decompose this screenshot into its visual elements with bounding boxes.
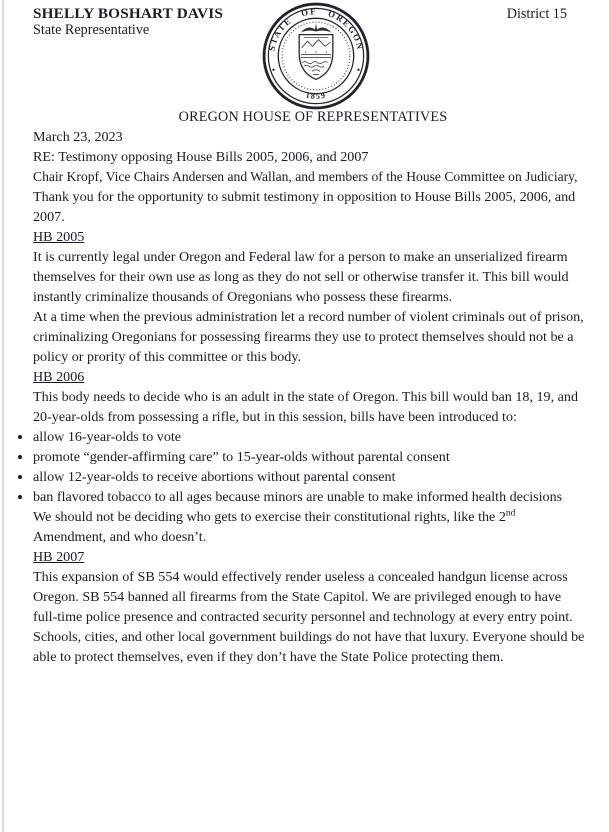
bullet-list: [33, 427, 585, 507]
letterhead: [33, 5, 585, 107]
representative-title: State Representative: [33, 22, 150, 38]
intro-paragraph: Thank you for the opportunity to submit testimony in opposition to House Bills 2005, 2006, and 2007.: [33, 189, 576, 225]
date-line: March 23, 2023: [33, 129, 123, 145]
org-title: OREGON HOUSE OF REPRESENTATIVES: [178, 109, 448, 125]
hb2007-paragraph-1: This expansion of SB 554 would effectively render useless a concealed handgun license across Oregon. SB 554 banned all firearms from the State Capitol. We are privileged enough to have full-time police presence and contracted security personnel and technology at every entry point. Schools, cities, and other local government buildings do not have that luxury. Everyone should be able to protect themselves, even if they don’t have the State Police protecting them.: [33, 569, 585, 665]
seal-left-dot: [272, 69, 274, 71]
hb2006-paragraph-1: This body needs to decide who is an adult in the state of Oregon. This bill would ban 18, 19, and 20-year-olds from possessing a rifle, but in this session, bills have been introduced to:: [33, 389, 578, 425]
oregon-state-seal-icon: [262, 2, 370, 110]
hb2006-closing-paragraph: [33, 507, 585, 547]
seal-ring-text: STATE OF OREGON: [266, 6, 366, 52]
section-heading-hb2005: HB 2005: [33, 229, 85, 245]
hb2005-paragraph-1: It is currently legal under Oregon and Federal law for a person to make an unserialized firearm themselves for their own use as long as they do not sell or otherwise transfer it. This bill would instantly criminalize thousands of Oregonians who possess these firearms.: [33, 249, 569, 305]
page-edge-line: [2, 0, 4, 832]
superscript-ordinal: nd: [505, 508, 516, 519]
bullet-item: • promote “gender-affirming care” to 15-year-olds without parental consent: [33, 447, 585, 467]
district-label: District 15: [506, 6, 567, 22]
section-heading-hb2006: HB 2006: [33, 369, 85, 385]
closing-text-post: Amendment, and who doesn’t.: [33, 529, 207, 545]
bullet-item: • ban flavored tobacco to all ages because minors are unable to make informed health decisions: [33, 487, 585, 507]
section-heading-hb2007: HB 2007: [33, 549, 85, 565]
hb2005-paragraph-2: At a time when the previous administration let a record number of violent criminals out of prison, criminalizing Oregonians for possessing firearms they use to protect themselves should not be a policy or prority of this committee or this body.: [33, 309, 584, 365]
bullet-item: • allow 16-year-olds to vote: [33, 427, 585, 447]
subject-line: RE: Testimony opposing House Bills 2005, 2006, and 2007: [33, 149, 369, 165]
representative-name: SHELLY BOSHART DAVIS: [33, 5, 224, 22]
salutation: Chair Kropf, Vice Chairs Andersen and Wallan, and members of the House Committee on Judiciary,: [33, 169, 578, 184]
seal-year-text: 1859: [304, 90, 328, 101]
closing-text-pre: We should not be deciding who gets to exercise their constitutional rights, like the 2: [33, 509, 506, 525]
bullet-item: • allow 12-year-olds to receive abortions without parental consent: [33, 467, 585, 487]
seal-right-dot: [357, 69, 359, 71]
